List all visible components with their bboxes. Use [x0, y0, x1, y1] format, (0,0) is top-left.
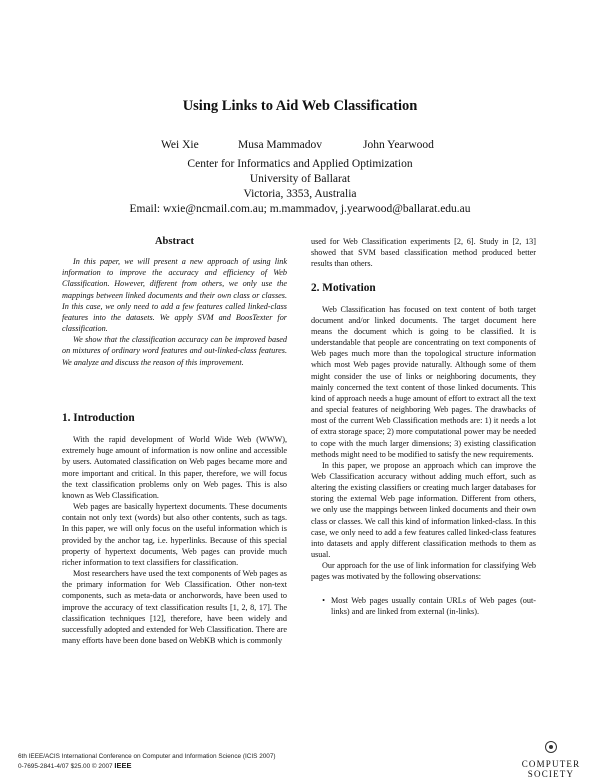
body-paragraph: In this paper, we propose an approach which can improve the Web Classification accuracy without adding much effort, such as altering the existing classifiers or creating much larger databases for storing the external Web page information. Different from others, we only use the mappings between linked documents and their own class or classes. We call this kind of information linked-class. In this case, we only need to add a few features called linked-class features into datasets and apply different classification methods to them as usual. [311, 460, 536, 560]
body-paragraph: With the rapid development of World Wide Web (WWW), extremely huge amount of information is now online and accessible by users. Automated classification on Web pages became more and more important and critical. In this paper, therefore, we will focus the text classification problems only on Web pages. This is also known as Web Classification. [62, 435, 287, 500]
affiliation-block [0, 157, 600, 217]
bullet-text: Most Web pages usually contain URLs of Web pages (out-links) and are linked from external (in-links). [331, 595, 536, 616]
footer [18, 753, 276, 771]
abstract-paragraph: In this paper, we will present a new approach of using link information to improve the accuracy and efficiency of Web Classification. However, different from others, we only use the mappings between linked documents and their own class or classes. In this case, we only need to add a few features called linked-class features into the datasets. We apply SVM and BoosTexter for classification. [62, 257, 287, 334]
body-paragraph: Web pages are basically hypertext documents. These documents contain not only text (words) but also other contents, such as tags. In this paper, we will only focus on the useful information which is provided by the anchor tag, i.e. hyperlinks. Because of this special property of hypertext documents, Web pages can provide much richer information to text classifiers for classification. [62, 502, 287, 567]
right-column [311, 236, 536, 617]
section-heading: 2. Motivation [311, 282, 376, 295]
body-paragraph: used for Web Classification experiments [2, 6]. Study in [2, 13] showed that SVM based classification method produced better results than others. [311, 237, 536, 269]
author-name: Musa Mammadov [238, 139, 323, 151]
logo-word: SOCIETY [527, 769, 575, 779]
bullet-item [311, 595, 536, 617]
conference-line: 6th IEEE/ACIS International Conference on Computer and Information Science (ICIS 2007) [18, 753, 276, 760]
email-line: Email: wxie@ncmail.com.au; m.mammadov, j.yearwood@ballarat.edu.au [129, 203, 471, 215]
ieee-mark: IEEE [114, 760, 132, 770]
body-paragraph: Web Classification has focused on text content of both target document and/or linked documents. The target document here means the document which is going to be classified. It is understandable that people are concentrating on text components of Web pages much more than the topological structure information which most Web pages provide naturally. Although some of them might consider the use of links or neighboring documents, they mainly concerned the text content of those linked documents. This kind of approach needs a huge amount of effort to extract all the text and special features of neighboring Web pages. The drawbacks of most of the current Web Classification methods are: 1) it needs a lot of extra storage space; 2) more computational power may be needed to cope with the much larger dimensions; 3) existing classification methods might need to be modified to satisfy the new requirements. [311, 304, 536, 459]
logo-word: COMPUTER [521, 759, 581, 769]
abstract-section [62, 236, 287, 368]
affiliation-line: University of Ballarat [249, 173, 351, 185]
body-paragraph: Our approach for the use of link information for classifying Web pages was motivated by the following observations: [311, 561, 536, 582]
logo-emblem-icon [540, 740, 562, 754]
abstract-heading: Abstract [154, 236, 195, 247]
introduction-section [62, 413, 287, 646]
affiliation-line: Center for Informatics and Applied Optimization [187, 158, 413, 170]
isbn-line: 0-7695-2841-4/07 $25.00 © 2007 [18, 762, 113, 770]
author-name: John Yearwood [363, 139, 434, 151]
bullet-icon: • [322, 595, 325, 605]
paper-title: Using Links to Aid Web Classification [182, 98, 418, 114]
section-heading: 1. Introduction [62, 412, 135, 424]
computer-society-logo [515, 740, 587, 779]
affiliation-line: Victoria, 3353, Australia [243, 188, 357, 200]
abstract-paragraph: We show that the classification accuracy can be improved based on mixtures of ordinary word features and out-linked-class features. We analyze and discuss the reason of this improvement. [62, 335, 287, 367]
author-name: Wei Xie [161, 139, 199, 151]
body-paragraph: Most researchers have used the text components of Web pages as the primary information for Web Classification. Other non-text components, such as meta-data or anchorwords, have been used to improve the accuracy of text classification results [1, 2, 8, 17]. The classification techniques [12], therefore, have been widely and successfully adopted and extended for Web Classification. There are many efforts have been done based on WebKB which is commonly [62, 569, 287, 645]
